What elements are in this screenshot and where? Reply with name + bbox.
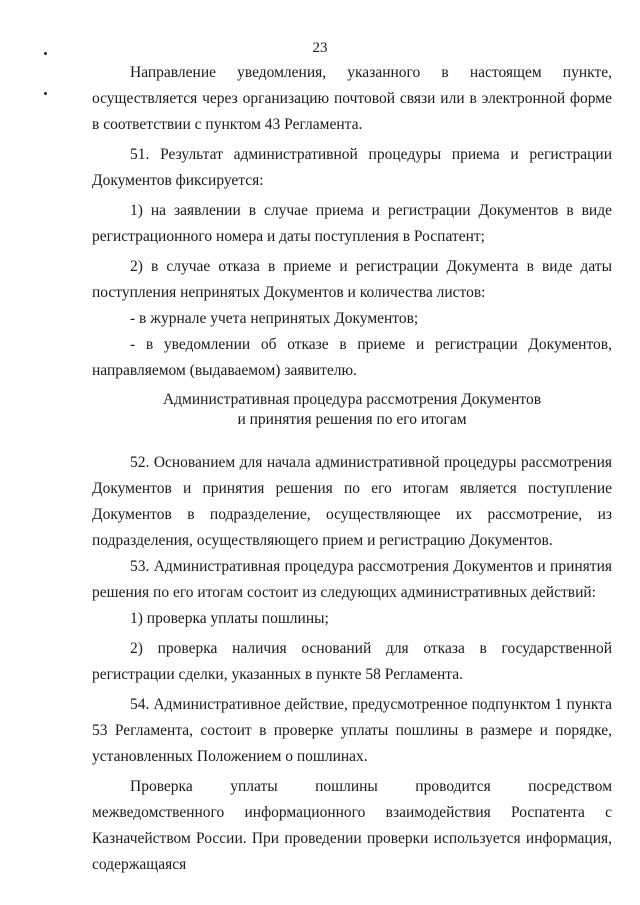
paragraph: 1) на заявлении в случае приема и регистрации Документов в виде регистрационного номера и даты поступления в Роспатент; [92,202,612,245]
paragraph: 51. Результат административной процедуры приема и регистрации Документов фиксируется: [92,146,612,189]
section-heading [92,390,612,430]
list-item: - в уведомлении об отказе в приеме и регистрации Документов, направляемом (выдаваемом) заявителю. [92,336,612,379]
heading-line-1: Административная процедура рассмотрения Документов [162,391,542,408]
paragraph: 54. Административное действие, предусмотренное подпунктом 1 пункта 53 Регламента, состоит в проверке уплаты пошлины в размере и порядке, установленных Положением о пошлинах. [92,696,612,765]
text-block-1 [92,60,612,384]
paragraph: 2) в случае отказа в приеме и регистрации Документа в виде даты поступления непринятых Документов и количества листов: [92,258,612,301]
paragraph: Направление уведомления, указанного в настоящем пункте, осуществляется через организацию почтовой связи или в электронной форме в соответствии с пунктом 43 Регламента. [92,64,612,133]
list-item: 2) проверка наличия оснований для отказа в государственной регистрации сделки, указанных в пункте 58 Регламента. [92,640,612,683]
heading-line-2: и принятия решения по его итогам [237,411,467,428]
paragraph: 53. Административная процедура рассмотрения Документов и принятия решения по его итогам состоит из следующих административных действий: [92,558,612,601]
list-item: - в журнале учета непринятых Документов; [130,310,419,327]
paragraph: 52. Основанием для начала административной процедуры рассмотрения Документов и принятия решения по его итогам является поступление Документов в подразделение, осуществляющее их рассмотрение, из подразделения, осуществляющего прием и регистрацию Документов. [92,454,612,549]
text-block-2 [92,450,612,878]
scan-speck [44,92,47,95]
paragraph: Проверка уплаты пошлины проводится посредством межведомственного информационного взаимодействия Роспатента с Казначейством России. При проведении проверки используется информация, содержащаяся [92,778,612,873]
page-number: 23 [312,40,328,56]
list-item: 1) проверка уплаты пошлины; [130,610,329,627]
